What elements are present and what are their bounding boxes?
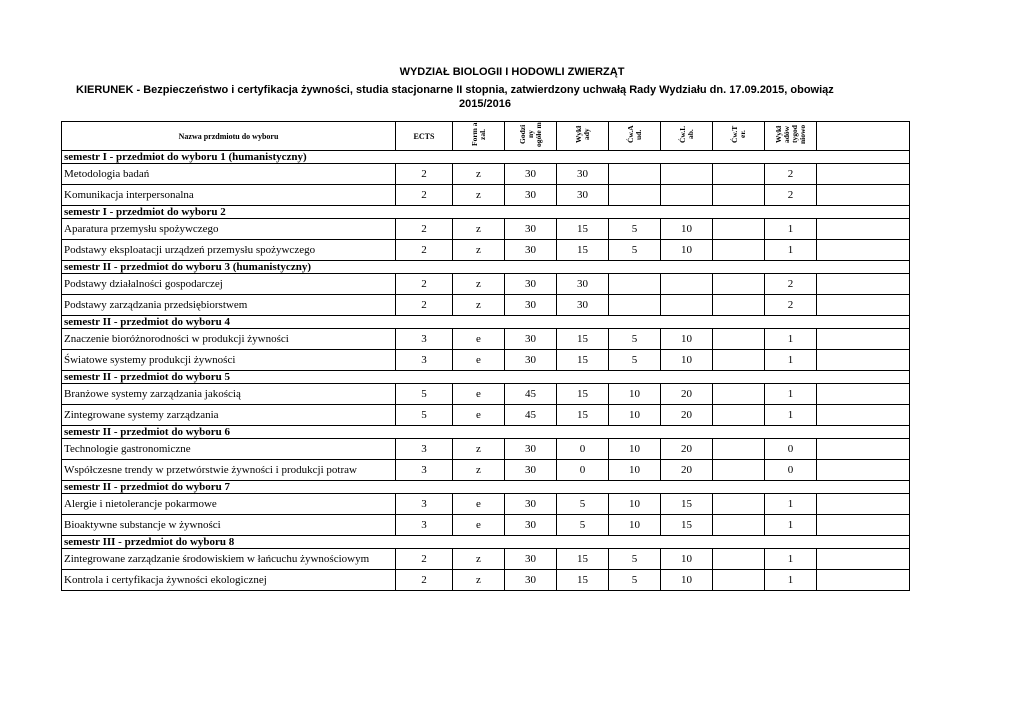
course-name: Podstawy eksploatacji urządzeń przemysłu spożywczego [62, 240, 396, 261]
course-name: Światowe systemy produkcji żywności [62, 350, 396, 371]
section-header-row [62, 261, 910, 274]
course-name: Znaczenie bioróżnorodności w produkcji żywności [62, 329, 396, 350]
table-row [62, 439, 910, 460]
course-name: Komunikacja interpersonalna [62, 185, 396, 206]
cell-ter [713, 295, 765, 316]
section-title: semestr I - przedmiot do wyboru 1 (humanistyczny) [62, 151, 910, 164]
section-title: semestr II - przedmiot do wyboru 4 [62, 316, 910, 329]
cell-lab: 10 [661, 549, 713, 570]
table-row [62, 164, 910, 185]
course-name: Podstawy zarządzania przedsiębiorstwem [62, 295, 396, 316]
cell-weekly: 2 [765, 185, 817, 206]
cell-empty [817, 329, 910, 350]
cell-ects: 2 [396, 274, 453, 295]
cell-lectures: 0 [557, 460, 609, 481]
cell-lab: 15 [661, 515, 713, 536]
cell-lectures: 30 [557, 164, 609, 185]
cell-hours: 30 [505, 295, 557, 316]
cell-form: z [453, 549, 505, 570]
table-row [62, 350, 910, 371]
cell-form: z [453, 439, 505, 460]
cell-lab: 20 [661, 439, 713, 460]
cell-form: e [453, 515, 505, 536]
cell-form: z [453, 185, 505, 206]
cell-form: z [453, 219, 505, 240]
cell-hours: 45 [505, 405, 557, 426]
cell-hours: 30 [505, 439, 557, 460]
section-title: semestr II - przedmiot do wyboru 3 (humanistyczny) [62, 261, 910, 274]
cell-aud [609, 185, 661, 206]
cell-weekly: 1 [765, 329, 817, 350]
cell-ects: 2 [396, 570, 453, 591]
cell-empty [817, 494, 910, 515]
cell-empty [817, 185, 910, 206]
cell-form: e [453, 405, 505, 426]
col-header-ects: ECTS [396, 122, 453, 151]
cell-weekly: 1 [765, 494, 817, 515]
col-header-hours: Godzi ny ogółe m [505, 122, 557, 151]
col-header-ex-aud: Ćw.A ud. [609, 122, 661, 151]
cell-ects: 5 [396, 384, 453, 405]
col-header-name: Nazwa przdmiotu do wyboru [62, 122, 396, 151]
section-title: semestr I - przedmiot do wyboru 2 [62, 206, 910, 219]
col-header-ex-lab: Ćw.L ab. [661, 122, 713, 151]
col-header-empty [817, 122, 910, 151]
cell-empty [817, 384, 910, 405]
cell-lectures: 30 [557, 274, 609, 295]
table-row [62, 295, 910, 316]
cell-weekly: 1 [765, 240, 817, 261]
cell-ter [713, 460, 765, 481]
cell-lectures: 15 [557, 329, 609, 350]
cell-hours: 30 [505, 185, 557, 206]
cell-aud: 5 [609, 549, 661, 570]
course-name: Kontrola i certyfikacja żywności ekologicznej [62, 570, 396, 591]
cell-weekly: 0 [765, 439, 817, 460]
col-header-lectures: Wykł ady [557, 122, 609, 151]
cell-lab: 15 [661, 494, 713, 515]
cell-form: z [453, 164, 505, 185]
cell-lectures: 15 [557, 384, 609, 405]
cell-hours: 30 [505, 219, 557, 240]
cell-hours: 30 [505, 164, 557, 185]
cell-form: z [453, 240, 505, 261]
cell-aud: 5 [609, 570, 661, 591]
table-row [62, 460, 910, 481]
cell-lectures: 15 [557, 405, 609, 426]
cell-lectures: 15 [557, 570, 609, 591]
cell-lectures: 5 [557, 494, 609, 515]
section-header-row [62, 206, 910, 219]
academic-year: 2015/2016 [459, 98, 511, 110]
cell-aud: 5 [609, 240, 661, 261]
table-row [62, 274, 910, 295]
cell-weekly: 0 [765, 460, 817, 481]
cell-aud: 5 [609, 219, 661, 240]
cell-weekly: 2 [765, 274, 817, 295]
cell-lectures: 30 [557, 295, 609, 316]
cell-form: z [453, 274, 505, 295]
section-header-row [62, 316, 910, 329]
course-name: Zintegrowane systemy zarządzania [62, 405, 396, 426]
cell-ter [713, 219, 765, 240]
cell-empty [817, 274, 910, 295]
cell-ter [713, 439, 765, 460]
cell-lectures: 5 [557, 515, 609, 536]
programme-title: KIERUNEK - Bezpieczeństwo i certyfikacja żywności, studia stacjonarne II stopnia, zatwierdzony uchwałą Rady Wydziału dn. 17.09.2015, obowiąz [76, 84, 834, 96]
cell-ter [713, 240, 765, 261]
course-name: Branżowe systemy zarządzania jakością [62, 384, 396, 405]
cell-ects: 3 [396, 494, 453, 515]
table-row [62, 570, 910, 591]
col-header-form: Form a zal. [453, 122, 505, 151]
cell-ects: 2 [396, 549, 453, 570]
cell-aud: 10 [609, 439, 661, 460]
cell-weekly: 1 [765, 384, 817, 405]
table-row [62, 405, 910, 426]
cell-ects: 3 [396, 350, 453, 371]
cell-hours: 30 [505, 460, 557, 481]
cell-weekly: 1 [765, 219, 817, 240]
cell-ects: 2 [396, 185, 453, 206]
cell-weekly: 1 [765, 515, 817, 536]
section-header-row [62, 371, 910, 384]
cell-aud: 5 [609, 329, 661, 350]
cell-ects: 3 [396, 460, 453, 481]
cell-hours: 45 [505, 384, 557, 405]
section-header-row [62, 481, 910, 494]
cell-empty [817, 460, 910, 481]
cell-empty [817, 295, 910, 316]
cell-lab: 10 [661, 219, 713, 240]
section-header-row [62, 536, 910, 549]
cell-form: z [453, 460, 505, 481]
cell-ter [713, 570, 765, 591]
course-name: Podstawy działalności gospodarczej [62, 274, 396, 295]
cell-hours: 30 [505, 329, 557, 350]
cell-aud [609, 164, 661, 185]
cell-lectures: 0 [557, 439, 609, 460]
course-name: Bioaktywne substancje w żywności [62, 515, 396, 536]
cell-weekly: 1 [765, 570, 817, 591]
cell-weekly: 2 [765, 164, 817, 185]
cell-lectures: 30 [557, 185, 609, 206]
section-title: semestr III - przedmiot do wyboru 8 [62, 536, 910, 549]
section-header-row [62, 426, 910, 439]
cell-form: z [453, 295, 505, 316]
table-row [62, 384, 910, 405]
cell-weekly: 1 [765, 405, 817, 426]
cell-empty [817, 164, 910, 185]
cell-weekly: 1 [765, 350, 817, 371]
col-header-weekly: Wykł adów tygod niowo [765, 122, 817, 151]
table-row [62, 329, 910, 350]
course-name: Zintegrowane zarządzanie środowiskiem w łańcuchu żywnościowym [62, 549, 396, 570]
cell-ter [713, 350, 765, 371]
cell-aud: 5 [609, 350, 661, 371]
cell-lectures: 15 [557, 219, 609, 240]
course-name: Technologie gastronomiczne [62, 439, 396, 460]
cell-hours: 30 [505, 350, 557, 371]
cell-ects: 2 [396, 164, 453, 185]
cell-empty [817, 515, 910, 536]
cell-aud: 10 [609, 515, 661, 536]
cell-lab: 10 [661, 240, 713, 261]
cell-hours: 30 [505, 570, 557, 591]
table-row [62, 549, 910, 570]
cell-ter [713, 405, 765, 426]
cell-form: e [453, 494, 505, 515]
cell-ects: 3 [396, 329, 453, 350]
cell-hours: 30 [505, 549, 557, 570]
cell-ter [713, 185, 765, 206]
cell-ects: 2 [396, 219, 453, 240]
cell-aud [609, 274, 661, 295]
table-row [62, 240, 910, 261]
cell-ter [713, 494, 765, 515]
cell-form: e [453, 384, 505, 405]
cell-lectures: 15 [557, 240, 609, 261]
cell-weekly: 1 [765, 549, 817, 570]
cell-hours: 30 [505, 240, 557, 261]
cell-empty [817, 570, 910, 591]
table-row [62, 185, 910, 206]
cell-form: z [453, 570, 505, 591]
cell-aud: 10 [609, 494, 661, 515]
cell-lab: 20 [661, 384, 713, 405]
cell-empty [817, 240, 910, 261]
cell-ter [713, 274, 765, 295]
cell-lab: 20 [661, 405, 713, 426]
cell-weekly: 2 [765, 295, 817, 316]
table-body [62, 151, 910, 591]
col-header-ex-ter: Ćw.T er. [713, 122, 765, 151]
cell-aud: 10 [609, 460, 661, 481]
cell-empty [817, 549, 910, 570]
course-name: Współczesne trendy w przetwórstwie żywności i produkcji potraw [62, 460, 396, 481]
cell-lectures: 15 [557, 350, 609, 371]
cell-ects: 3 [396, 515, 453, 536]
cell-ter [713, 164, 765, 185]
table-row [62, 219, 910, 240]
course-name: Metodologia badań [62, 164, 396, 185]
cell-lab [661, 295, 713, 316]
section-title: semestr II - przedmiot do wyboru 7 [62, 481, 910, 494]
section-header-row [62, 151, 910, 164]
cell-empty [817, 405, 910, 426]
cell-form: e [453, 350, 505, 371]
cell-form: e [453, 329, 505, 350]
cell-lab [661, 274, 713, 295]
cell-lectures: 15 [557, 549, 609, 570]
cell-lab: 20 [661, 460, 713, 481]
cell-lab [661, 164, 713, 185]
course-name: Alergie i nietolerancje pokarmowe [62, 494, 396, 515]
course-name: Aparatura przemysłu spożywczego [62, 219, 396, 240]
cell-ects: 2 [396, 295, 453, 316]
cell-ter [713, 384, 765, 405]
section-title: semestr II - przedmiot do wyboru 6 [62, 426, 910, 439]
cell-ter [713, 515, 765, 536]
cell-aud [609, 295, 661, 316]
section-title: semestr II - przedmiot do wyboru 5 [62, 371, 910, 384]
cell-ects: 5 [396, 405, 453, 426]
table-row [62, 515, 910, 536]
cell-hours: 30 [505, 515, 557, 536]
table-row [62, 494, 910, 515]
cell-ects: 3 [396, 439, 453, 460]
cell-empty [817, 219, 910, 240]
table-header-row [62, 122, 910, 151]
cell-ter [713, 329, 765, 350]
cell-lab [661, 185, 713, 206]
cell-aud: 10 [609, 405, 661, 426]
cell-lab: 10 [661, 350, 713, 371]
elective-courses-table [61, 121, 910, 591]
cell-lab: 10 [661, 570, 713, 591]
cell-hours: 30 [505, 494, 557, 515]
faculty-title: WYDZIAŁ BIOLOGII I HODOWLI ZWIERZĄT [399, 66, 625, 78]
cell-empty [817, 439, 910, 460]
cell-hours: 30 [505, 274, 557, 295]
cell-empty [817, 350, 910, 371]
cell-lab: 10 [661, 329, 713, 350]
cell-ects: 2 [396, 240, 453, 261]
cell-aud: 10 [609, 384, 661, 405]
cell-ter [713, 549, 765, 570]
